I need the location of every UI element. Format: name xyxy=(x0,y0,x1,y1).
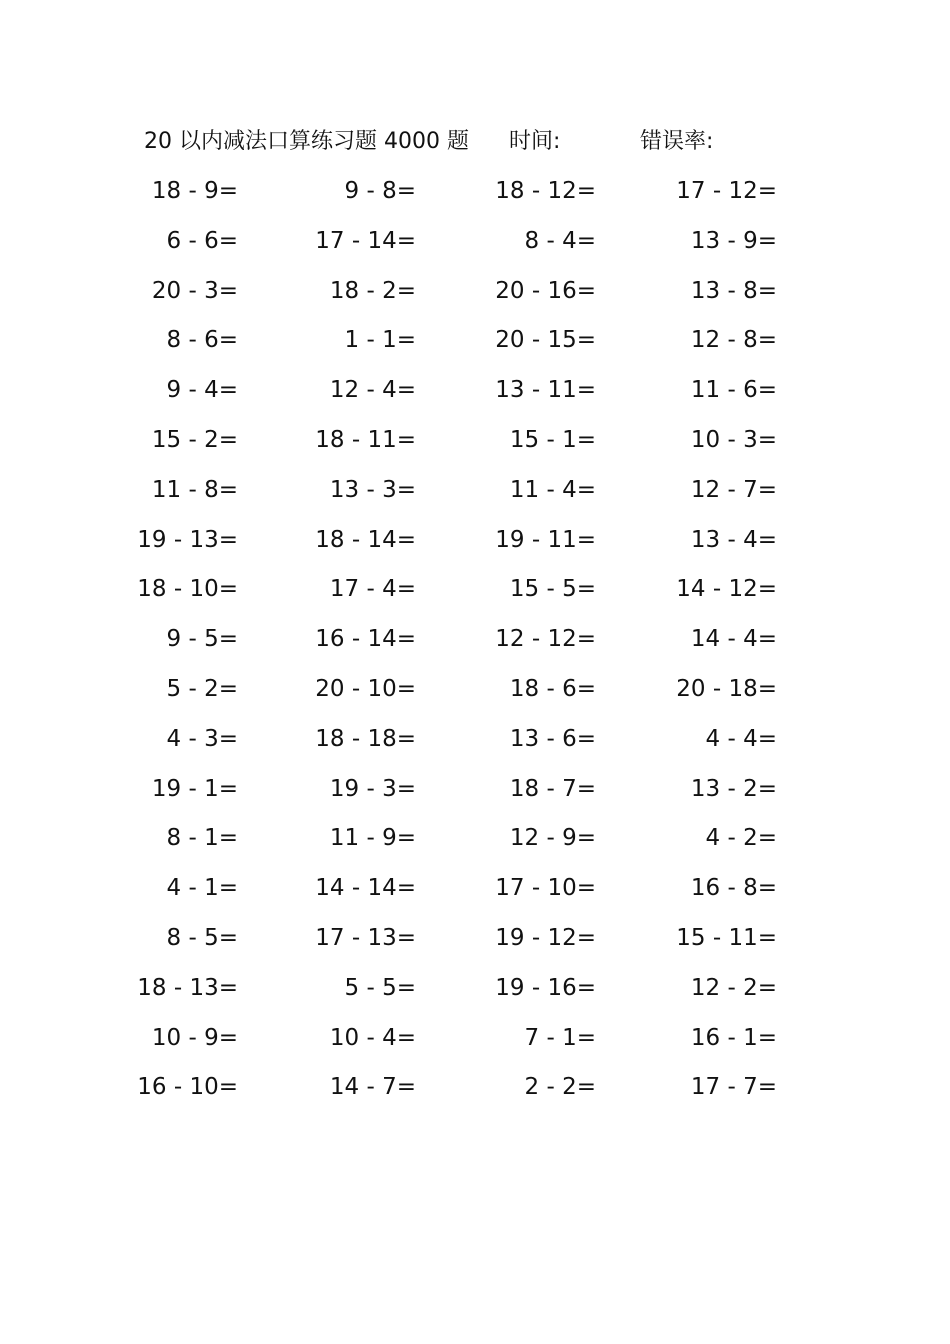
problem-item: 8 - 1= xyxy=(166,825,238,852)
problem-item: 14 - 7= xyxy=(329,1074,416,1101)
problem-item: 12 - 2= xyxy=(690,974,777,1001)
problem-item: 11 - 9= xyxy=(329,825,416,852)
problem-item: 13 - 6= xyxy=(509,725,596,752)
problem-item: 16 - 10= xyxy=(137,1074,238,1101)
problem-item: 18 - 13= xyxy=(137,974,238,1001)
problem-item: 18 - 14= xyxy=(315,526,416,553)
problem-item: 12 - 4= xyxy=(329,377,416,404)
problem-item: 13 - 11= xyxy=(495,377,596,404)
problem-item: 16 - 1= xyxy=(690,1024,777,1051)
problem-item: 20 - 10= xyxy=(315,676,416,702)
problem-item: 20 - 15= xyxy=(495,327,596,354)
problem-item: 19 - 16= xyxy=(495,974,596,1001)
problem-item: 10 - 9= xyxy=(151,1024,238,1051)
problem-item: 12 - 9= xyxy=(509,825,596,852)
problem-item: 18 - 12= xyxy=(495,178,596,204)
problem-item: 5 - 2= xyxy=(166,676,238,702)
problem-item: 16 - 8= xyxy=(690,875,777,902)
problem-item: 13 - 2= xyxy=(690,775,777,802)
problem-item: 18 - 11= xyxy=(315,427,416,453)
problem-item: 1 - 1= xyxy=(344,327,416,354)
problem-item: 13 - 9= xyxy=(690,227,777,254)
problem-item: 15 - 11= xyxy=(676,925,777,951)
problem-item: 4 - 3= xyxy=(166,725,238,752)
time-label: 时间: xyxy=(509,129,561,154)
problem-item: 10 - 4= xyxy=(329,1024,416,1051)
worksheet-title: 20 以内减法口算练习题 4000 题 xyxy=(144,129,469,154)
problem-item: 15 - 2= xyxy=(151,427,238,453)
problem-item: 9 - 5= xyxy=(166,626,238,653)
problem-item: 11 - 4= xyxy=(509,476,596,503)
problem-item: 19 - 1= xyxy=(151,775,238,802)
problem-item: 14 - 12= xyxy=(676,576,777,603)
problem-item: 16 - 14= xyxy=(315,626,416,653)
problem-item: 7 - 1= xyxy=(524,1024,596,1051)
problem-item: 8 - 6= xyxy=(166,327,238,354)
problem-item: 12 - 7= xyxy=(690,476,777,503)
problem-item: 9 - 8= xyxy=(344,178,416,204)
problem-item: 13 - 4= xyxy=(690,526,777,553)
problem-item: 13 - 3= xyxy=(329,476,416,503)
problem-item: 14 - 14= xyxy=(315,875,416,902)
problem-item: 4 - 1= xyxy=(166,875,238,902)
problem-item: 20 - 18= xyxy=(676,676,777,702)
problem-item: 18 - 9= xyxy=(151,178,238,204)
problem-item: 17 - 10= xyxy=(495,875,596,902)
problem-item: 14 - 4= xyxy=(690,626,777,653)
problem-item: 18 - 7= xyxy=(509,775,596,802)
error-rate-label: 错误率: xyxy=(640,129,714,154)
problem-item: 18 - 10= xyxy=(137,576,238,603)
problem-item: 10 - 3= xyxy=(690,427,777,453)
problem-item: 19 - 3= xyxy=(329,775,416,802)
problem-item: 19 - 12= xyxy=(495,925,596,951)
problem-item: 18 - 18= xyxy=(315,725,416,752)
problem-item: 19 - 13= xyxy=(137,526,238,553)
problem-item: 12 - 12= xyxy=(495,626,596,653)
problem-item: 17 - 14= xyxy=(315,227,416,254)
problem-item: 18 - 2= xyxy=(329,277,416,304)
problem-item: 15 - 5= xyxy=(509,576,596,603)
problem-item: 17 - 12= xyxy=(676,178,777,204)
problem-item: 15 - 1= xyxy=(509,427,596,453)
problem-item: 20 - 3= xyxy=(151,277,238,304)
problem-item: 5 - 5= xyxy=(344,974,416,1001)
problem-item: 12 - 8= xyxy=(690,327,777,354)
worksheet-header xyxy=(0,126,950,158)
problem-item: 13 - 8= xyxy=(690,277,777,304)
problem-item: 17 - 7= xyxy=(690,1074,777,1101)
problem-item: 11 - 8= xyxy=(151,476,238,503)
problem-item: 9 - 4= xyxy=(166,377,238,404)
problem-item: 4 - 4= xyxy=(705,725,777,752)
problem-item: 2 - 2= xyxy=(524,1074,596,1101)
problem-item: 11 - 6= xyxy=(690,377,777,404)
problem-item: 8 - 4= xyxy=(524,227,596,254)
problem-item: 17 - 13= xyxy=(315,925,416,951)
problem-item: 6 - 6= xyxy=(166,227,238,254)
problem-item: 17 - 4= xyxy=(329,576,416,603)
problem-item: 8 - 5= xyxy=(166,925,238,951)
problem-item: 18 - 6= xyxy=(509,676,596,702)
problem-item: 19 - 11= xyxy=(495,526,596,553)
problem-item: 20 - 16= xyxy=(495,277,596,304)
problem-item: 4 - 2= xyxy=(705,825,777,852)
